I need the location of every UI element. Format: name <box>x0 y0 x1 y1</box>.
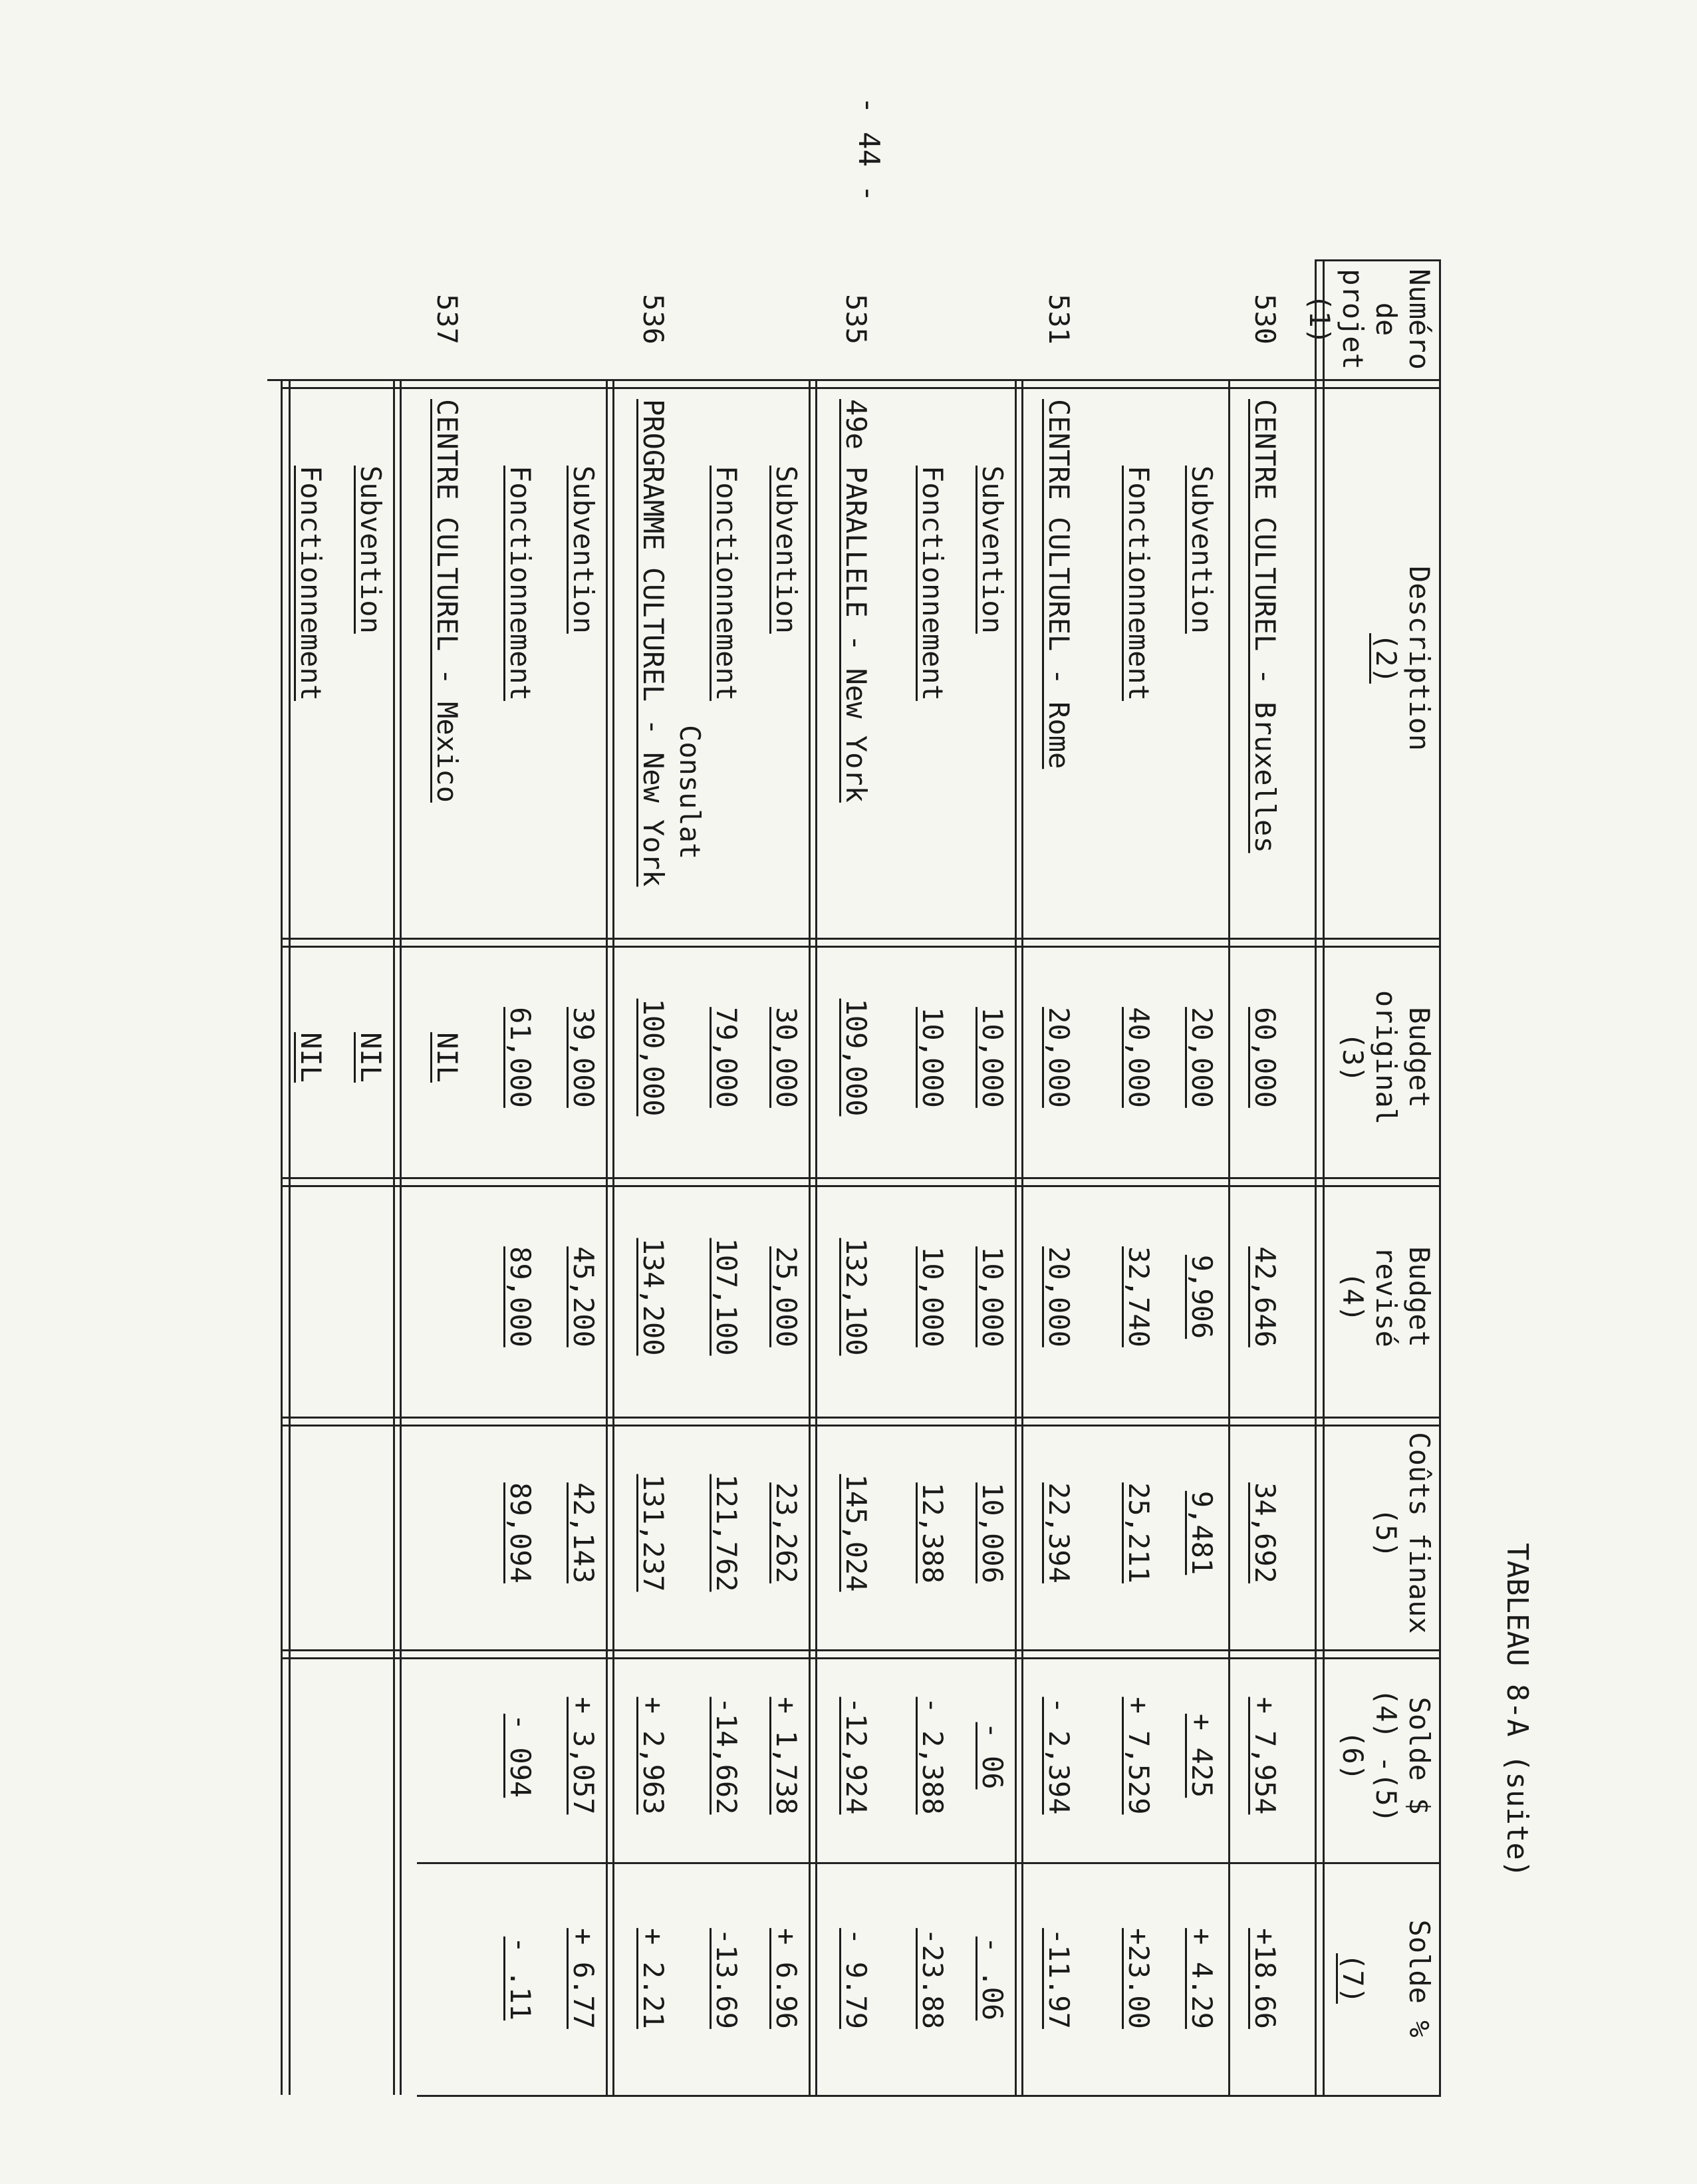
row-description: 49e PARALLELE - New York <box>840 399 872 803</box>
cell-solde-pct: - .06 <box>976 1936 1009 2021</box>
column-rule <box>417 2095 1441 2097</box>
project-number: 531 <box>1043 294 1075 344</box>
project-number: 536 <box>637 294 670 344</box>
group-rule-double <box>606 379 608 2095</box>
cell-solde-pct: + 6.96 <box>770 1928 803 2029</box>
row-description: CENTRE CULTUREL - Bruxelles <box>1249 399 1281 853</box>
cell-couts-finaux: 23,262 <box>770 1482 803 1583</box>
cell-solde-dollars: + 1,738 <box>770 1697 803 1815</box>
project-number: 530 <box>1249 294 1281 344</box>
cell-couts-finaux: 25,211 <box>1122 1482 1155 1583</box>
cell-solde-pct: +23.00 <box>1122 1928 1155 2029</box>
cell-solde-dollars: + 3,057 <box>567 1697 600 1815</box>
cell-budget-revise: 10,000 <box>976 1246 1009 1347</box>
header-solde-pct-number: (7) <box>1337 1953 1369 2004</box>
cell-solde-pct: + 6.77 <box>567 1928 600 2029</box>
row-description: Subvention <box>770 466 803 634</box>
group-rule-double <box>1015 379 1017 2095</box>
cell-couts-finaux: 12,388 <box>916 1482 949 1583</box>
row-description: Fonctionnement <box>710 466 743 702</box>
group-rule-double <box>393 379 395 2095</box>
cell-budget-revise: 132,100 <box>840 1238 872 1356</box>
column-rule <box>1317 259 1441 261</box>
cell-couts-finaux: 34,692 <box>1249 1482 1281 1583</box>
cell-budget-revise: 89,000 <box>504 1246 537 1347</box>
project-number: 535 <box>840 294 872 344</box>
cell-budget-original: NIL <box>431 1032 463 1083</box>
group-rule <box>612 379 614 2095</box>
cell-solde-pct: -11.97 <box>1043 1928 1075 2029</box>
table-bottom-rule <box>289 379 291 2095</box>
cell-budget-revise: 25,000 <box>770 1246 803 1347</box>
cell-solde-pct: + 4.29 <box>1186 1928 1218 2029</box>
row-note: Consulat <box>674 725 706 860</box>
page-number: - 44 - <box>852 96 886 202</box>
header-description <box>1369 383 1436 934</box>
cell-couts-finaux: 42,143 <box>567 1482 600 1583</box>
cell-budget-original: 20,000 <box>1186 1007 1218 1108</box>
cell-budget-revise: 32,740 <box>1122 1246 1155 1347</box>
column-rule <box>281 1649 1441 1651</box>
column-rule-double <box>281 387 1441 389</box>
row-description: Fonctionnement <box>504 466 537 702</box>
cell-couts-finaux: 10,006 <box>976 1482 1009 1583</box>
cell-couts-finaux: 22,394 <box>1043 1482 1075 1583</box>
cell-budget-revise: 107,100 <box>710 1238 743 1356</box>
group-rule <box>815 379 817 2095</box>
cell-budget-revise: 10,000 <box>916 1246 949 1347</box>
cell-couts-finaux: 89,094 <box>504 1482 537 1583</box>
cell-solde-pct: - 9.79 <box>840 1928 872 2029</box>
cell-couts-finaux: 9,481 <box>1186 1490 1218 1575</box>
column-rule <box>417 1862 1441 1864</box>
group-rule <box>1021 379 1023 2095</box>
header-solde-pct <box>1336 1866 1436 2091</box>
row-description: CENTRE CULTUREL - Mexico <box>431 399 463 803</box>
cell-budget-revise: 9,906 <box>1186 1254 1218 1339</box>
cell-solde-dollars: -14,662 <box>710 1697 743 1815</box>
row-description: Subvention <box>354 466 387 634</box>
column-rule <box>281 938 1441 940</box>
cell-budget-original: 79,000 <box>710 1007 743 1108</box>
cell-budget-original: 39,000 <box>567 1007 600 1108</box>
cell-solde-dollars: + 2,963 <box>637 1697 670 1815</box>
cell-solde-pct: -13.69 <box>710 1928 743 2029</box>
header-solde-dollars: Solde $ (4) -(5) (6) <box>1337 1688 1436 1824</box>
cell-budget-original: 100,000 <box>637 998 670 1117</box>
project-number: 537 <box>431 294 463 344</box>
cell-solde-dollars: + 7,954 <box>1249 1697 1281 1815</box>
header-couts-finaux: Coûts finaux (5) <box>1370 1432 1436 1634</box>
header-description-number: (2) <box>1370 633 1402 684</box>
cell-solde-pct: +18.66 <box>1249 1928 1281 2029</box>
cell-budget-original: 109,000 <box>840 998 872 1117</box>
cell-budget-original: 20,000 <box>1043 1007 1075 1108</box>
cell-solde-dollars: - 2,394 <box>1043 1697 1075 1815</box>
cell-solde-dollars: -12,924 <box>840 1697 872 1815</box>
row-description: PROGRAMME CULTUREL - New York <box>637 399 670 887</box>
cell-budget-original: 60,000 <box>1249 1007 1281 1108</box>
column-rule-stub <box>267 379 281 381</box>
row-description: Subvention <box>567 466 600 634</box>
cell-couts-finaux: 121,762 <box>710 1474 743 1592</box>
row-description: Subvention <box>1186 466 1218 634</box>
row-description: Subvention <box>976 466 1009 634</box>
cell-solde-dollars: - 094 <box>504 1713 537 1798</box>
cell-solde-dollars: - 06 <box>976 1722 1009 1790</box>
row-description: Fonctionnement <box>1122 466 1155 702</box>
cell-budget-original: 30,000 <box>770 1007 803 1108</box>
group-rule <box>400 379 402 2095</box>
group-rule-double <box>809 379 811 2095</box>
cell-budget-revise: 42,646 <box>1249 1246 1281 1347</box>
cell-budget-original: 10,000 <box>916 1007 949 1108</box>
row-description: Fonctionnement <box>916 466 949 702</box>
row-description: Fonctionnement <box>295 466 327 702</box>
row-description: CENTRE CULTUREL - Rome <box>1043 399 1075 769</box>
column-rule <box>281 1177 1441 1179</box>
column-rule <box>281 379 1441 381</box>
cell-solde-pct: + 2.21 <box>637 1928 670 2029</box>
cell-solde-dollars: + 425 <box>1186 1713 1218 1798</box>
header-description-label: Description <box>1403 565 1436 751</box>
cell-budget-original: 61,000 <box>504 1007 537 1108</box>
cell-budget-revise: 45,200 <box>567 1246 600 1347</box>
cell-budget-original: NIL <box>354 1032 387 1083</box>
cell-budget-original: NIL <box>295 1032 327 1083</box>
cell-budget-original: 40,000 <box>1122 1007 1155 1108</box>
cell-solde-pct: - .11 <box>504 1936 537 2021</box>
header-budget-revise: Budget revisé (4) <box>1337 1246 1436 1347</box>
header-solde-pct-label: Solde % <box>1403 1919 1436 2038</box>
table-title: TABLEAU 8-A (suite) <box>1500 1543 1534 1878</box>
cell-couts-finaux: 145,024 <box>840 1474 872 1592</box>
cell-couts-finaux: 131,237 <box>637 1474 670 1592</box>
table-bottom-rule-double <box>281 379 283 2095</box>
column-rule <box>281 1417 1441 1419</box>
header-budget-original: Budget original (3) <box>1337 990 1436 1125</box>
cell-solde-dollars: - 2,388 <box>916 1697 949 1815</box>
cell-budget-original: 10,000 <box>976 1007 1009 1108</box>
cell-budget-revise: 20,000 <box>1043 1246 1075 1347</box>
header-project-number: Numéro de projet (1) <box>1303 269 1436 370</box>
group-rule <box>1228 379 1230 2095</box>
cell-solde-pct: -23.88 <box>916 1928 949 2029</box>
cell-budget-revise: 134,200 <box>637 1238 670 1356</box>
cell-solde-dollars: + 7,529 <box>1122 1697 1155 1815</box>
